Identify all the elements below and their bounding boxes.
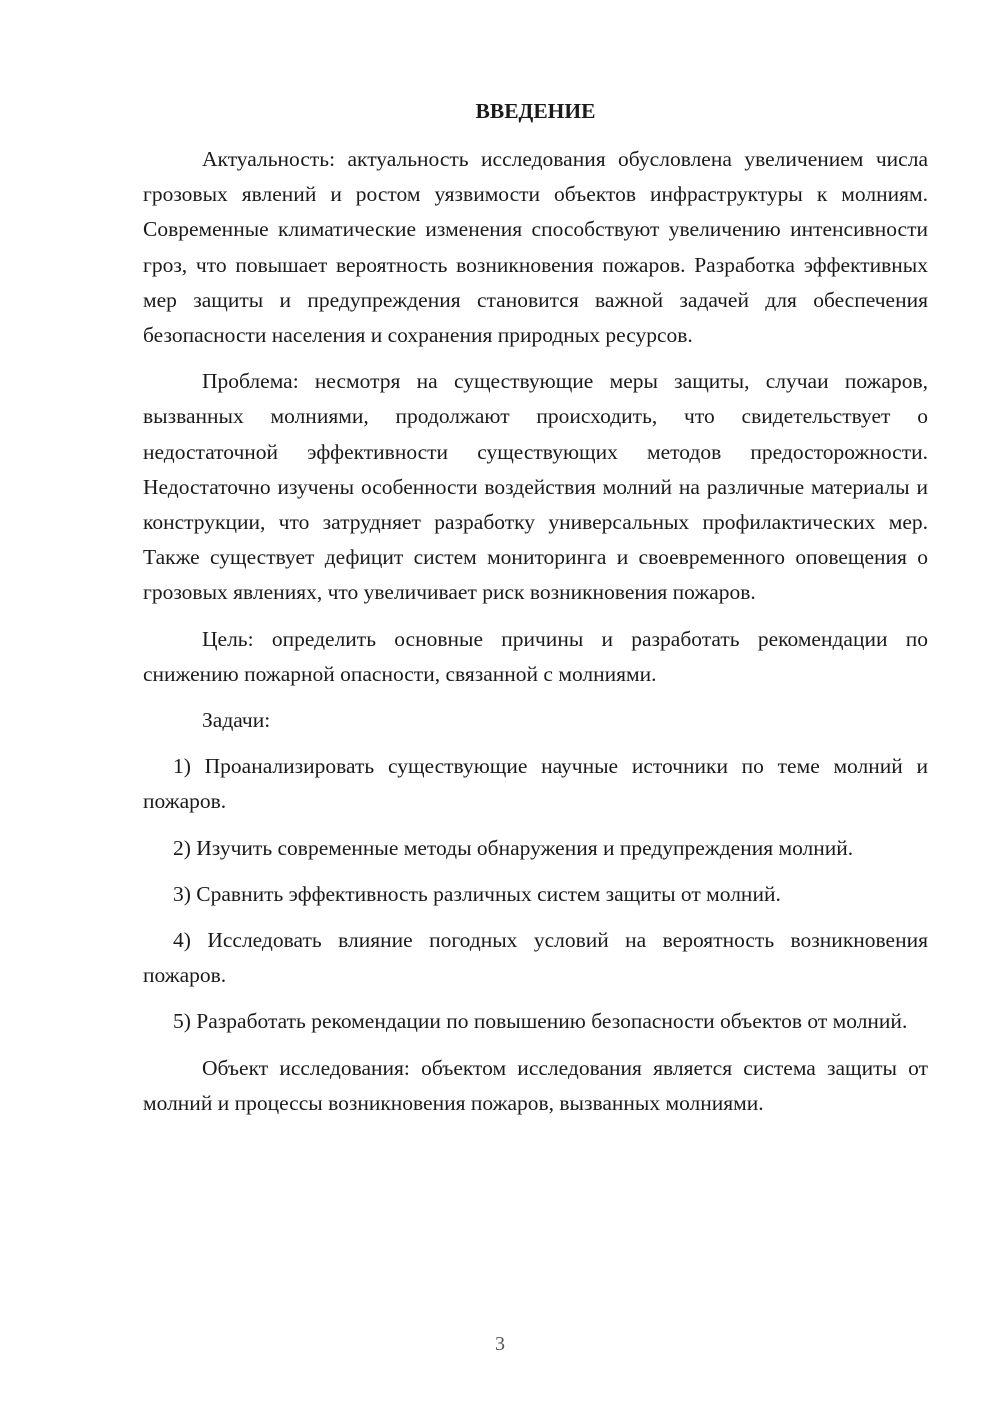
relevance-paragraph: Актуальность: актуальность исследования обусловлена увеличением числа грозовых явлений и ростом уязвимости объектов инфраструктуры к молниям. Современные климатические изменения способствуют увеличению интенсивности гроз, что повышает вероятность возникновения пожаров. Разработка эффективных мер защиты и предупреждения становится важной задачей для обеспечения безопасности населения и сохранения природных ресурсов. bbox=[143, 147, 928, 348]
task-item-1: 1) Проанализировать существующие научные источники по теме молний и пожаров. bbox=[143, 754, 928, 814]
task-item-3: 3) Сравнить эффективность различных систем защиты от молний. bbox=[173, 881, 781, 906]
task-item-2: 2) Изучить современные методы обнаружения и предупреждения молний. bbox=[173, 835, 854, 860]
page-title: ВВЕДЕНИЕ bbox=[475, 99, 596, 123]
object-paragraph: Объект исследования: объектом исследования является система защиты от молний и процессы возникновения пожаров, вызванных молниями. bbox=[143, 1055, 928, 1115]
task-item-4: 4) Исследовать влияние погодных условий на вероятность возникновения пожаров. bbox=[143, 928, 928, 988]
tasks-heading: Задачи: bbox=[202, 708, 271, 733]
page-content bbox=[143, 94, 928, 1132]
problem-paragraph: Проблема: несмотря на существующие меры защиты, случаи пожаров, вызванных молниями, продолжают происходить, что свидетельствует о недостаточной эффективности существующих методов предосторожности. Недостаточно изучены особенности воздействия молний на различные материалы и конструкции, что затрудняет разработку универсальных профилактических мер. Также существует дефицит систем мониторинга и своевременного оповещения о грозовых явлениях, что увеличивает риск возникновения пожаров. bbox=[143, 369, 928, 605]
page-number: 3 bbox=[495, 1333, 505, 1355]
goal-paragraph: Цель: определить основные причины и разработать рекомендации по снижению пожарной опасности, связанной с молниями. bbox=[143, 626, 928, 686]
task-item-5: 5) Разработать рекомендации по повышению безопасности объектов от молний. bbox=[173, 1009, 908, 1034]
